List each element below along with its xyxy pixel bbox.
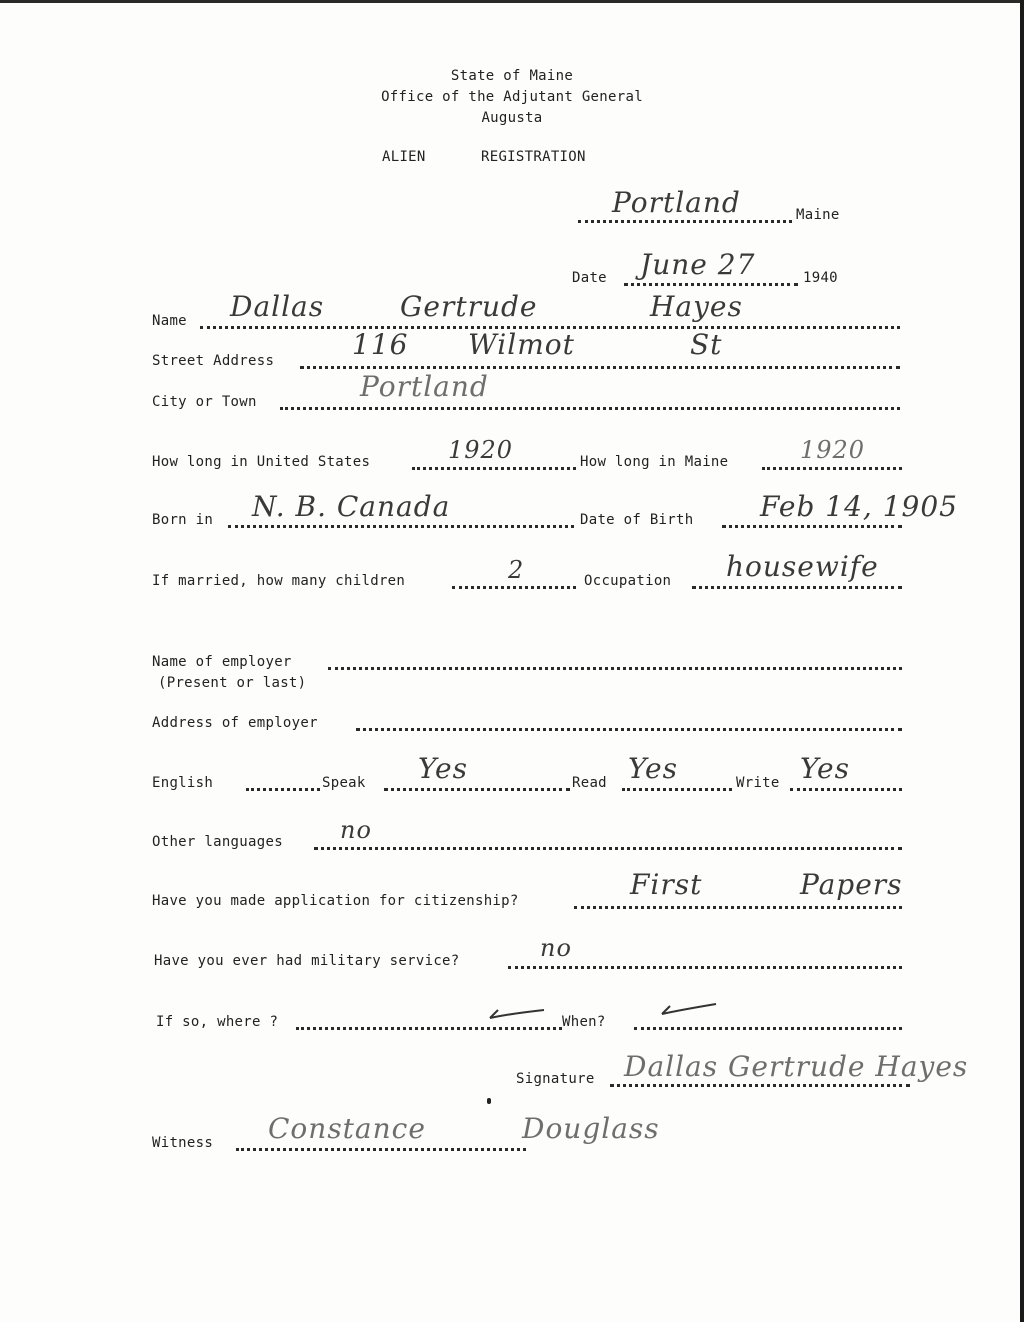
speak-value: Yes xyxy=(418,752,468,785)
signature-dots xyxy=(610,1084,910,1087)
maine-years-label: How long in Maine xyxy=(580,454,729,470)
other-languages-label: Other languages xyxy=(152,834,283,850)
other-languages-dots xyxy=(314,847,902,850)
form-title-registration: REGISTRATION xyxy=(481,149,586,165)
military-dots xyxy=(508,966,902,969)
occupation-label: Occupation xyxy=(584,573,672,589)
street-dots xyxy=(300,366,900,369)
other-languages-value: no xyxy=(340,816,372,844)
occupation-value: housewife xyxy=(726,550,879,583)
dob-label: Date of Birth xyxy=(580,512,694,528)
street-name: Wilmot xyxy=(468,328,575,361)
place-suffix: Maine xyxy=(796,207,840,223)
citizenship-label: Have you made application for citizenship? xyxy=(152,893,519,909)
military-label: Have you ever had military service? xyxy=(154,953,460,969)
date-dots xyxy=(624,283,798,286)
date-year: 1940 xyxy=(803,270,838,286)
signature-value: Dallas Gertrude Hayes xyxy=(624,1050,969,1083)
citizenship-value-1: First xyxy=(630,868,703,901)
street-number: 116 xyxy=(352,328,409,361)
when-label: When? xyxy=(562,1014,606,1030)
citizenship-dots xyxy=(574,906,902,909)
witness-last: Douglass xyxy=(522,1112,660,1145)
name-middle: Gertrude xyxy=(400,290,538,323)
city-label: City or Town xyxy=(152,394,257,410)
write-value: Yes xyxy=(800,752,850,785)
occupation-dots xyxy=(692,586,902,589)
place-dots xyxy=(578,220,792,223)
employer-address-label: Address of employer xyxy=(152,715,318,731)
witness-label: Witness xyxy=(152,1135,214,1151)
employer-name-dots xyxy=(328,667,902,670)
where-dots xyxy=(296,1027,562,1030)
scan-border-right xyxy=(1020,0,1024,1322)
children-dots xyxy=(452,586,576,589)
military-value: no xyxy=(540,934,572,962)
scan-border-top xyxy=(0,0,1024,3)
signature-label: Signature xyxy=(516,1071,595,1087)
header-office: Office of the Adjutant General xyxy=(381,89,643,105)
street-label: Street Address xyxy=(152,353,275,369)
us-years-value: 1920 xyxy=(448,436,514,464)
name-label: Name xyxy=(152,313,187,329)
citizenship-value-2: Papers xyxy=(800,868,903,901)
header-state: State of Maine xyxy=(450,68,574,84)
dob-value: Feb 14, 1905 xyxy=(760,490,958,523)
witness-dots xyxy=(236,1148,526,1151)
city-value: Portland xyxy=(360,370,489,403)
read-dots xyxy=(622,788,732,791)
when-dots xyxy=(634,1027,902,1030)
name-last: Hayes xyxy=(650,290,743,323)
us-years-dots xyxy=(412,467,576,470)
children-label: If married, how many children xyxy=(152,573,406,589)
date-value: June 27 xyxy=(640,248,756,281)
where-check-mark xyxy=(488,1004,548,1024)
city-dots xyxy=(280,407,900,410)
children-value: 2 xyxy=(508,556,525,584)
employer-name-sublabel: (Present or last) xyxy=(158,675,307,691)
street-type: St xyxy=(690,328,723,361)
maine-years-value: 1920 xyxy=(800,436,866,464)
form-title-alien: ALIEN xyxy=(382,149,426,165)
when-check-mark xyxy=(660,1000,720,1020)
born-label: Born in xyxy=(152,512,214,528)
date-label: Date xyxy=(572,270,607,286)
maine-years-dots xyxy=(762,467,902,470)
born-dots xyxy=(228,525,574,528)
dob-dots xyxy=(722,525,902,528)
header-city: Augusta xyxy=(481,110,543,126)
english-label: English xyxy=(152,775,214,791)
speak-label: Speak xyxy=(322,775,366,791)
read-value: Yes xyxy=(628,752,678,785)
place-value: Portland xyxy=(612,186,741,219)
speak-dots xyxy=(384,788,570,791)
us-years-label: How long in United States xyxy=(152,454,371,470)
write-dots xyxy=(790,788,902,791)
english-dots xyxy=(246,788,320,791)
witness-first: Constance xyxy=(268,1112,426,1145)
read-label: Read xyxy=(572,775,607,791)
stray-mark xyxy=(487,1098,491,1104)
name-first: Dallas xyxy=(230,290,325,323)
employer-address-dots xyxy=(356,728,902,731)
employer-name-label: Name of employer xyxy=(152,654,292,670)
where-label: If so, where ? xyxy=(156,1014,279,1030)
write-label: Write xyxy=(736,775,780,791)
born-value: N. B. Canada xyxy=(252,490,451,523)
